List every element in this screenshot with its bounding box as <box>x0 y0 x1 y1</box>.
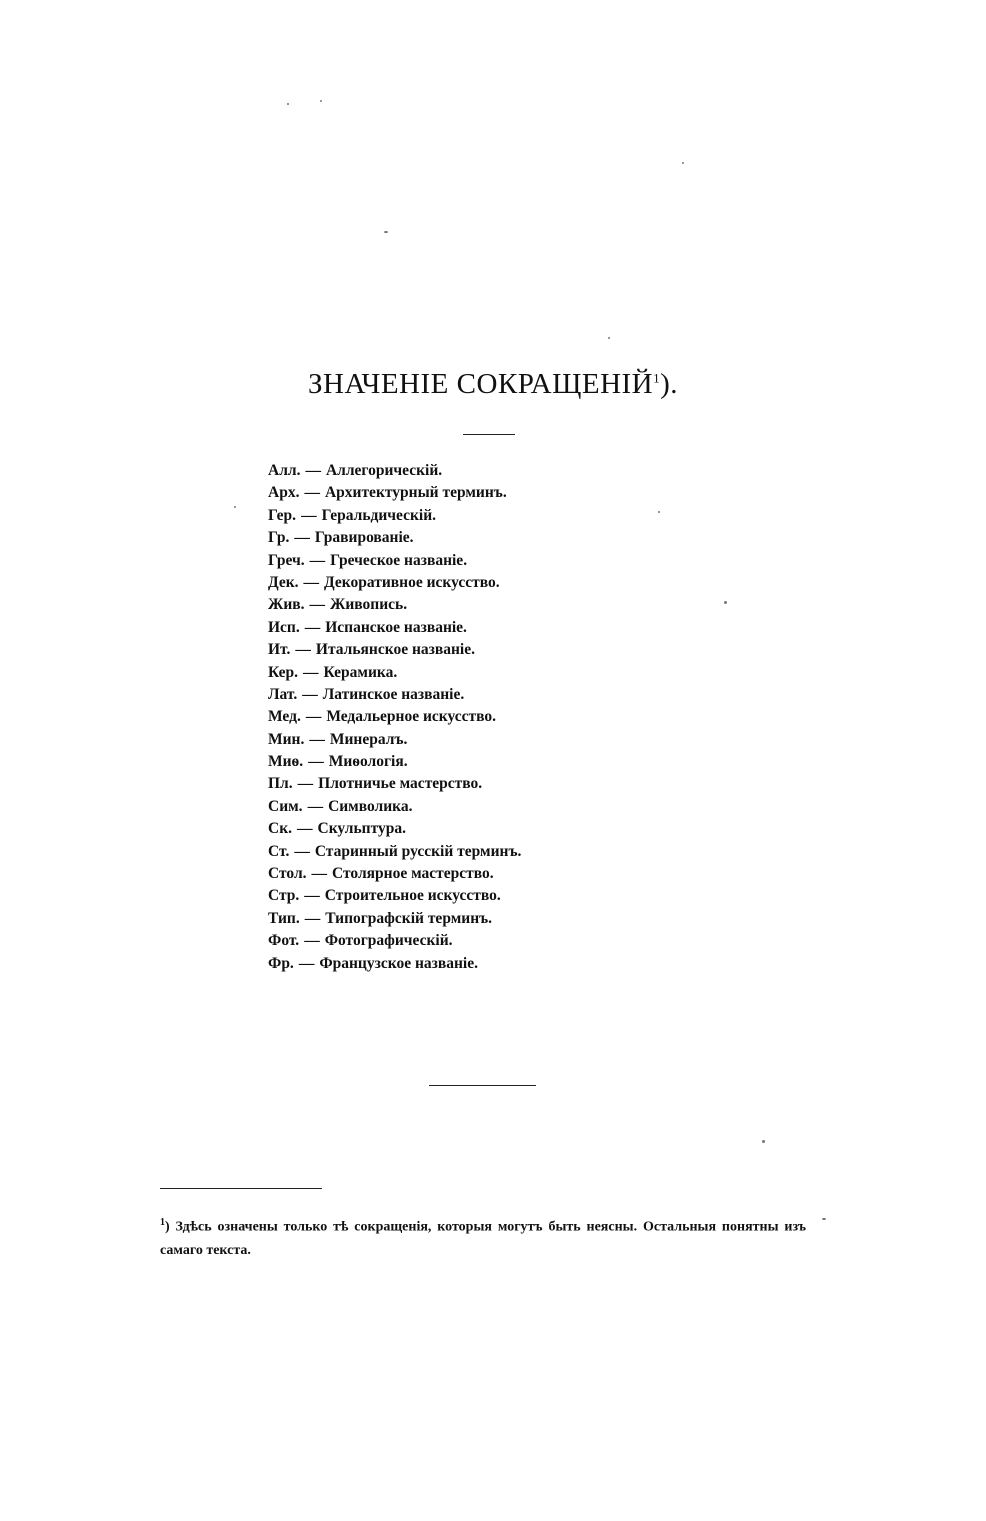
abbreviation-dash: — <box>294 842 310 860</box>
abbreviation-dash: — <box>311 865 328 883</box>
abbreviation-meaning: Медальерное искусство. <box>326 708 497 726</box>
footnote <box>160 1211 806 1262</box>
abbreviation-dash: — <box>304 932 320 950</box>
scan-speck <box>320 100 322 102</box>
abbreviation-dash: — <box>309 596 326 614</box>
title-closing: ). <box>660 368 679 400</box>
abbreviation-term: Лат. <box>268 685 298 703</box>
abbreviation-meaning: Старинный русскій терминъ. <box>314 842 522 860</box>
scan-speck <box>384 231 388 233</box>
abbreviation-meaning: Декоративное искусство. <box>324 573 500 591</box>
abbreviation-term: Пл. <box>268 775 293 793</box>
abbreviation-meaning: Минералъ. <box>329 730 408 748</box>
abbreviation-entry <box>268 751 521 773</box>
abbreviation-dash: — <box>304 909 321 927</box>
abbreviation-meaning: Аллегорическій. <box>325 462 443 479</box>
abbreviation-dash: — <box>309 730 325 748</box>
abbreviation-dash: — <box>298 954 315 972</box>
abbreviation-meaning: Гравированіе. <box>314 529 414 547</box>
abbreviation-term: Гр. <box>268 529 290 547</box>
abbreviation-meaning: Плотничье мастерство. <box>318 775 483 793</box>
scan-speck <box>762 1140 765 1143</box>
abbreviation-meaning: Испанское названіе. <box>325 618 467 636</box>
footnote-divider <box>160 1188 322 1189</box>
abbreviation-entry <box>268 482 521 504</box>
page-title <box>0 368 986 401</box>
abbreviation-entry <box>268 684 521 706</box>
abbreviation-term: Кер. <box>268 663 299 681</box>
scan-speck <box>658 511 660 513</box>
abbreviation-entry <box>268 550 521 572</box>
abbreviation-term: Арх. <box>268 484 300 502</box>
scan-speck <box>682 162 684 164</box>
abbreviation-meaning: Архитектурный терминъ. <box>324 484 507 502</box>
abbreviation-meaning: Итальянское названіе. <box>315 641 475 659</box>
abbreviation-entry <box>268 729 521 751</box>
abbreviation-dash: — <box>304 484 320 502</box>
abbreviation-entry <box>268 953 521 975</box>
abbreviation-entry <box>268 460 521 482</box>
abbreviation-entry <box>268 594 521 616</box>
abbreviation-dash: — <box>301 506 317 524</box>
abbreviation-meaning: Латинское названіе. <box>322 685 465 703</box>
abbreviation-entry <box>268 885 521 907</box>
abbreviation-term: Тип. <box>268 909 300 927</box>
title-divider <box>463 434 515 435</box>
abbreviation-dash: — <box>307 797 324 815</box>
scan-speck <box>287 103 289 105</box>
abbreviation-term: Миѳ. <box>268 753 304 771</box>
abbreviation-meaning: Живопись. <box>330 596 408 614</box>
abbreviation-term: Алл. <box>268 462 301 479</box>
abbreviation-term: Ит. <box>268 641 291 659</box>
footnote-marker: 1 <box>160 1217 165 1228</box>
abbreviation-entry <box>268 639 521 661</box>
abbreviation-entry <box>268 796 521 818</box>
abbreviation-term: Стол. <box>268 865 307 883</box>
abbreviation-meaning: Типографскій терминъ. <box>325 909 493 927</box>
abbreviation-entry <box>268 863 521 885</box>
abbreviation-meaning: Миѳологія. <box>328 753 408 771</box>
scan-speck <box>822 1218 826 1220</box>
abbreviation-entry <box>268 706 521 728</box>
title-footnote-marker: 1 <box>653 370 661 386</box>
abbreviation-entry <box>268 773 521 795</box>
abbreviation-dash: — <box>305 462 321 479</box>
abbreviation-meaning: Символика. <box>328 797 413 815</box>
scan-speck <box>724 601 727 604</box>
abbreviation-entry <box>268 930 521 952</box>
abbreviation-dash: — <box>297 775 314 793</box>
abbreviation-term: Мин. <box>268 730 305 748</box>
section-divider <box>429 1085 536 1086</box>
abbreviation-dash: — <box>303 663 319 681</box>
abbreviation-meaning: Керамика. <box>323 663 398 681</box>
abbreviation-term: Стр. <box>268 887 300 905</box>
abbreviation-meaning: Геральдическій. <box>321 506 437 524</box>
abbreviation-entry <box>268 841 521 863</box>
abbreviation-dash: — <box>302 685 318 703</box>
abbreviation-term: Мед. <box>268 708 301 726</box>
abbreviation-meaning: Строительное искусство. <box>324 887 501 905</box>
abbreviation-meaning: Греческое названіе. <box>330 551 468 569</box>
title-text: ЗНАЧЕНІЕ СОКРАЩЕНІЙ <box>307 368 654 400</box>
abbreviation-entry <box>268 527 521 549</box>
abbreviation-entry <box>268 505 521 527</box>
abbreviation-entry <box>268 617 521 639</box>
footnote-text: ) Здѣсь означены только тѣ сокращенія, которыя могутъ быть неясны. Остальныя понятны изъ самаго текста. <box>160 1219 806 1258</box>
abbreviation-list <box>268 460 521 975</box>
abbreviation-term: Дек. <box>268 573 299 591</box>
abbreviation-meaning: Скульптура. <box>317 820 406 838</box>
abbreviation-term: Фот. <box>268 932 300 950</box>
abbreviation-dash: — <box>309 551 326 569</box>
abbreviation-term: Фр. <box>268 954 294 972</box>
abbreviation-term: Исп. <box>268 618 300 636</box>
abbreviation-term: Ск. <box>268 820 292 838</box>
abbreviation-entry <box>268 908 521 930</box>
abbreviation-dash: — <box>294 529 310 547</box>
abbreviation-dash: — <box>303 573 320 591</box>
abbreviation-meaning: Фотографическій. <box>324 932 453 950</box>
abbreviation-dash: — <box>304 887 320 905</box>
abbreviation-meaning: Столярное мастерство. <box>332 865 494 883</box>
abbreviation-term: Ст. <box>268 842 290 860</box>
scan-speck <box>234 506 236 508</box>
abbreviation-dash: — <box>295 641 311 659</box>
abbreviation-term: Жив. <box>268 596 305 614</box>
abbreviation-dash: — <box>305 708 322 726</box>
abbreviation-entry <box>268 662 521 684</box>
abbreviation-term: Греч. <box>268 551 305 569</box>
abbreviation-dash: — <box>308 753 324 771</box>
abbreviation-dash: — <box>304 618 321 636</box>
abbreviation-dash: — <box>297 820 313 838</box>
abbreviation-meaning: Французское названіе. <box>319 954 478 972</box>
abbreviation-entry <box>268 572 521 594</box>
abbreviation-entry <box>268 818 521 840</box>
abbreviation-term: Сим. <box>268 797 303 815</box>
scan-speck <box>608 337 610 339</box>
abbreviation-term: Гер. <box>268 506 297 524</box>
